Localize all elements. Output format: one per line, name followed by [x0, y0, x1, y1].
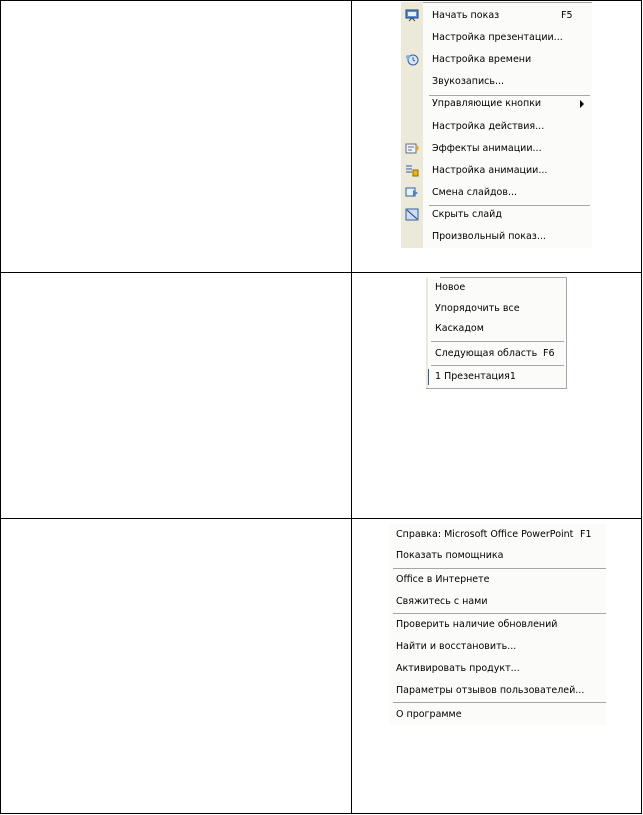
menu-item-cascade[interactable]: [426, 318, 566, 340]
menu-item-detect-and-repair[interactable]: [389, 636, 606, 658]
menu-item-setup-show[interactable]: [401, 27, 592, 49]
menu-item-custom-animation[interactable]: [401, 160, 592, 182]
menu-item-powerpoint-help[interactable]: [389, 524, 606, 546]
menu-item-shortcut: F1: [580, 529, 592, 540]
submenu-arrow-icon: [580, 100, 584, 108]
menu-item-new-window[interactable]: [426, 277, 566, 299]
menu-item-shortcut: F6: [543, 348, 555, 359]
menu-separator: [393, 702, 606, 703]
menu-item-label: Найти и восстановить...: [396, 641, 517, 652]
table-column-divider: [351, 1, 352, 813]
menu-item-next-pane[interactable]: [426, 343, 566, 365]
window-menu: [426, 277, 567, 389]
menu-item-feedback-options[interactable]: [389, 680, 606, 702]
menu-item-activate-product[interactable]: [389, 658, 606, 680]
menu-item-shortcut: F5: [561, 10, 573, 21]
menu-item-label: Начать показ: [432, 10, 500, 21]
menu-item-custom-shows[interactable]: [401, 226, 592, 248]
menu-item-label: Параметры отзывов пользователей...: [396, 685, 585, 696]
menu-item-presentation1[interactable]: [426, 366, 566, 388]
menu-item-label: Следующая область: [435, 348, 538, 359]
menu-top-edge: [423, 2, 592, 3]
menu-item-slide-transition[interactable]: [401, 182, 592, 204]
menu-item-label: Настройка действия...: [432, 121, 545, 132]
menu-item-label: Настройка презентации...: [432, 32, 563, 43]
menu-item-label: Эффекты анимации...: [432, 143, 542, 154]
rehearse-timings-icon: [405, 53, 419, 66]
menu-item-label: Скрыть слайд: [432, 209, 502, 220]
menu-item-label: Свяжитесь с нами: [396, 596, 488, 607]
menu-item-label: Каскадом: [435, 323, 484, 334]
menu-item-start-show[interactable]: [401, 5, 592, 27]
menu-item-contact-us[interactable]: [389, 591, 606, 613]
menu-item-office-online[interactable]: [389, 569, 606, 591]
menu-item-label: Показать помощника: [396, 550, 504, 561]
menu-item-label: Звукозапись...: [432, 76, 505, 87]
animation-schemes-icon: [405, 142, 419, 155]
menu-item-label: Настройка анимации...: [432, 165, 548, 176]
left-cell-3: [1, 519, 351, 814]
menu-item-action-buttons[interactable]: [401, 93, 592, 115]
menu-separator: [431, 341, 564, 342]
slideshow-menu: [401, 2, 592, 248]
menu-item-check-updates[interactable]: [389, 614, 606, 636]
menu-item-animation-schemes[interactable]: [401, 138, 592, 160]
menu-item-arrange-all[interactable]: [426, 298, 566, 320]
menu-item-hide-slide[interactable]: [401, 204, 592, 226]
menu-item-about[interactable]: [389, 704, 606, 726]
menu-item-label: Office в Интернете: [396, 574, 490, 585]
menu-item-rehearse-timings[interactable]: [401, 49, 592, 71]
menu-item-label: Управляющие кнопки: [432, 98, 542, 109]
slide-transition-icon: [405, 186, 419, 199]
menu-item-label: Новое: [435, 282, 466, 293]
menu-item-label: Настройка времени: [432, 54, 532, 65]
left-cell-1: [1, 1, 351, 272]
custom-animation-icon: [405, 164, 419, 177]
hide-slide-icon: [405, 208, 419, 221]
help-menu: [389, 524, 606, 725]
slideshow-screen-icon: [405, 9, 419, 22]
menu-item-show-assistant[interactable]: [389, 545, 606, 567]
menu-item-label: Произвольный показ...: [432, 231, 546, 242]
menu-item-action-settings[interactable]: [401, 116, 592, 138]
menu-item-label: О программе: [396, 709, 462, 720]
menu-item-label: Проверить наличие обновлений: [396, 619, 558, 630]
left-cell-2: [1, 273, 351, 518]
menu-item-label: Смена слайдов...: [432, 187, 518, 198]
menu-item-label: 1 Презентация1: [435, 371, 516, 382]
menu-item-label: Активировать продукт...: [396, 663, 520, 674]
current-window-marker: [428, 369, 429, 385]
menu-item-label: Упорядочить все: [435, 303, 520, 314]
menu-item-label: Справка: Microsoft Office PowerPoint: [396, 529, 574, 540]
menu-item-record-narration[interactable]: [401, 71, 592, 93]
